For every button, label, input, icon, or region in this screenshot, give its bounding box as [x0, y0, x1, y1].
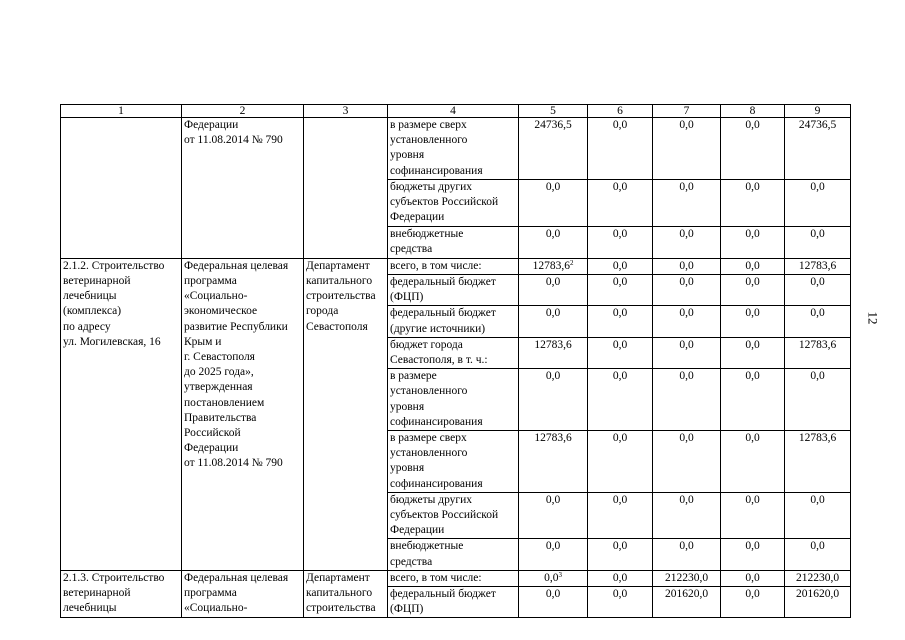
value: 12783,6 [798, 338, 837, 351]
executor-cell [304, 118, 388, 259]
value-cell-col6 [588, 258, 653, 274]
object-name-cell [61, 570, 182, 618]
value-cell-col5 [519, 369, 588, 431]
value: 0,0 [612, 276, 628, 289]
value: 0,0 [679, 370, 694, 383]
program-cell-line: программа [184, 587, 237, 600]
executor-cell-line: капитального [306, 587, 373, 600]
funding-source-cell-line: установленного [390, 385, 468, 398]
value-cell-col9 [785, 369, 851, 431]
value: 0,0 [612, 571, 628, 584]
value: 0,0 [745, 307, 760, 320]
column-header-7: 7 [653, 105, 721, 118]
value-cell-col6 [588, 306, 653, 337]
funding-source-cell-line: (ФЦП) [390, 603, 424, 616]
funding-source-cell [388, 179, 519, 226]
value-cell-col6 [588, 179, 653, 226]
executor-cell-line: города [306, 305, 339, 318]
value-cell-col9 [785, 179, 851, 226]
funding-source-cell-line: установленного [390, 447, 468, 460]
value: 24736,5 [798, 119, 837, 131]
table-row [61, 258, 851, 274]
funding-source-cell [388, 369, 519, 431]
value: 0,0 [679, 338, 694, 351]
value-cell-col6 [588, 369, 653, 431]
funding-source-cell-line: уровня [390, 400, 425, 413]
value: 0,0 [745, 276, 760, 289]
value: 0,0 [810, 370, 825, 383]
value-cell-col6 [588, 275, 653, 306]
value: 0,0 [745, 370, 760, 383]
table-row [61, 118, 851, 180]
program-cell-line: Федерации [184, 442, 239, 455]
value-cell-col5 [519, 118, 588, 180]
value: 0,0 [745, 588, 760, 601]
value-cell-col7 [653, 275, 721, 306]
value-cell-col6 [588, 118, 653, 180]
column-header-6: 6 [588, 105, 653, 118]
object-name-cell [61, 258, 182, 570]
program-cell [182, 118, 304, 259]
value-cell-col8 [721, 179, 785, 226]
value-cell-col9 [785, 492, 851, 539]
executor-cell [304, 258, 388, 570]
funding-source-cell-line: софинансирования [390, 164, 483, 177]
value: 12783,6 [534, 338, 572, 351]
value: 0,0 [745, 493, 760, 506]
value: 0,0 [545, 370, 561, 383]
value-cell-col7 [653, 306, 721, 337]
funding-source-cell [388, 226, 519, 258]
value-cell-col5 [519, 337, 588, 368]
page-number: 12 [865, 311, 881, 325]
column-header-1: 1 [61, 105, 182, 118]
program-cell-line: Российской [184, 427, 241, 440]
value: 0,0 [745, 227, 760, 240]
funding-source-cell [388, 118, 519, 180]
value-cell-col5 [519, 275, 588, 306]
funding-source-cell-line: Федерации [390, 524, 445, 537]
value-cell-col8 [721, 539, 785, 570]
funding-source-cell [388, 337, 519, 368]
value: 0,0 [745, 259, 760, 272]
funding-source-cell-line: всего, в том числе: [390, 571, 482, 584]
object-name-cell-line: лечебницы [63, 290, 117, 303]
value-cell-col5 [519, 587, 588, 618]
value-cell-col7 [653, 492, 721, 539]
footnote-mark: 2 [569, 258, 574, 267]
executor-cell [304, 570, 388, 618]
program-cell-line: программа [184, 275, 237, 288]
value: 12783,6 [532, 259, 570, 272]
value: 0,0 [745, 540, 760, 553]
value: 0,0 [745, 338, 760, 351]
value-cell-col5 [519, 539, 588, 570]
value: 0,0 [679, 119, 694, 131]
executor-cell-line: Севастополя [306, 320, 368, 333]
program-cell-line: Крым и [184, 335, 222, 348]
funding-source-cell-line: установленного [390, 134, 468, 147]
value: 0,0 [679, 432, 694, 445]
program-cell [182, 258, 304, 570]
program-cell-line: г. Севастополя [184, 351, 255, 364]
value: 0,0 [810, 227, 825, 240]
value: 212230,0 [664, 571, 709, 584]
value-cell-col7 [653, 587, 721, 618]
funding-source-cell-line: уровня [390, 149, 425, 162]
funding-source-cell [388, 539, 519, 570]
program-cell-line: Правительства [184, 411, 257, 424]
executor-cell-line: Департамент [306, 259, 370, 272]
funding-source-cell-line: бюджеты других [390, 180, 473, 193]
value-cell-col9 [785, 118, 851, 180]
funding-source-cell-line: федеральный бюджет [390, 307, 496, 320]
value: 0,0 [612, 432, 628, 445]
value: 0,0 [810, 540, 825, 553]
value: 0,0 [745, 180, 760, 193]
value: 0,0 [810, 276, 825, 289]
value-cell-col8 [721, 369, 785, 431]
funding-source-cell [388, 431, 519, 493]
program-cell-line: до 2025 года», [184, 366, 254, 379]
executor-cell-line: строительства [306, 290, 376, 303]
value-cell-col7 [653, 369, 721, 431]
funding-source-cell-line: в размере сверх [390, 432, 467, 445]
value-cell-col7 [653, 431, 721, 493]
value-cell-col8 [721, 306, 785, 337]
value-cell-col7 [653, 539, 721, 570]
funding-source-cell [388, 492, 519, 539]
footnote-mark: 3 [558, 570, 562, 579]
value-cell-col5 [519, 492, 588, 539]
header-row [61, 105, 851, 118]
value-cell-col9 [785, 431, 851, 493]
funding-source-cell-line: бюджеты других [390, 493, 473, 506]
value: 0,0 [679, 180, 694, 193]
object-name-cell-line: 2.1.3. Строительство [63, 571, 165, 584]
funding-source-cell-line: софинансирования [390, 415, 483, 428]
object-name-cell-line: по адресу [63, 320, 111, 333]
object-name-cell-line: лечебницы [63, 602, 117, 615]
value-cell-col8 [721, 587, 785, 618]
value-cell-col7 [653, 337, 721, 368]
value: 0,0 [612, 338, 628, 351]
value-cell-col6 [588, 492, 653, 539]
program-cell-line: экономическое [184, 305, 258, 318]
object-name-cell-line: 2.1.2. Строительство [63, 259, 165, 272]
value: 0,0 [545, 540, 561, 553]
value: 0,0 [745, 119, 760, 131]
program-cell-line: «Социально- [184, 290, 248, 303]
value: 0,0 [612, 227, 628, 240]
object-name-cell [61, 118, 182, 259]
value-cell-col5 [519, 306, 588, 337]
value-cell-col6 [588, 431, 653, 493]
value: 0,0 [810, 307, 825, 320]
executor-cell-line: капитального [306, 275, 373, 288]
funding-source-cell-line: субъектов Российской [390, 196, 499, 209]
program-cell-line: утвержденная [184, 381, 253, 394]
program-cell-line: Федеральная целевая [184, 571, 289, 584]
value-cell-col8 [721, 431, 785, 493]
funding-source-cell-line: (другие источники) [390, 322, 486, 335]
value-cell-col7 [653, 258, 721, 274]
funding-source-cell-line: субъектов Российской [390, 509, 499, 522]
value-cell-col5 [519, 431, 588, 493]
funding-source-cell [388, 306, 519, 337]
value-cell-col6 [588, 226, 653, 258]
value: 0,0 [810, 493, 825, 506]
value-cell-col9 [785, 337, 851, 368]
value: 0,0 [612, 493, 628, 506]
value-cell-col9 [785, 306, 851, 337]
funding-source-cell-line: в размере сверх [390, 119, 467, 131]
funding-source-cell-line: (ФЦП) [390, 291, 424, 304]
value: 0,0 [612, 307, 628, 320]
value: 0,0 [612, 370, 628, 383]
value: 0,0 [612, 259, 628, 272]
value-cell-col8 [721, 275, 785, 306]
table-row [61, 570, 851, 586]
funding-source-cell-line: софинансирования [390, 477, 483, 490]
funding-source-cell-line: Севастополя, в т. ч.: [390, 354, 488, 367]
program-cell-line: развитие Республики [184, 320, 288, 333]
value-cell-col9 [785, 275, 851, 306]
value: 0,0 [745, 432, 760, 445]
value-cell-col5 [519, 226, 588, 258]
funding-source-cell-line: федеральный бюджет [390, 276, 496, 289]
funding-source-cell-line: уровня [390, 462, 425, 475]
value: 12783,6 [798, 432, 837, 445]
value-cell-col7 [653, 179, 721, 226]
value-cell-col8 [721, 570, 785, 586]
funding-source-cell-line: средства [390, 243, 433, 256]
value: 0,0 [612, 180, 628, 193]
value: 0,0 [612, 119, 628, 131]
value-cell-col9 [785, 258, 851, 274]
object-name-cell-line: ул. Могилевская, 16 [63, 335, 161, 348]
funding-source-cell-line: в размере [390, 370, 437, 383]
program-cell-line: «Социально- [184, 602, 248, 615]
value: 0,0 [545, 588, 561, 601]
object-name-cell-line: (комплекса) [63, 305, 122, 318]
value: 0,0 [810, 180, 825, 193]
value: 0,0 [612, 588, 628, 601]
value: 0,0 [545, 493, 561, 506]
executor-cell-line: строительства [306, 602, 376, 615]
value-cell-col6 [588, 539, 653, 570]
executor-cell-line: Департамент [306, 571, 370, 584]
value: 201620,0 [664, 588, 709, 601]
value: 12783,6 [798, 259, 837, 272]
funding-source-cell [388, 587, 519, 618]
funding-source-cell [388, 275, 519, 306]
value-cell-col6 [588, 337, 653, 368]
value-cell-col9 [785, 539, 851, 570]
funding-source-cell-line: Федерации [390, 211, 445, 224]
value: 24736,5 [534, 119, 572, 131]
value: 0,0 [679, 276, 694, 289]
value: 0,0 [679, 493, 694, 506]
value-cell-col5 [519, 570, 588, 586]
value: 0,0 [545, 307, 561, 320]
value-cell-col8 [721, 337, 785, 368]
program-cell-line: Федеральная целевая [184, 259, 289, 272]
value: 0,0 [679, 540, 694, 553]
funding-source-cell-line: бюджет города [390, 338, 463, 351]
value: 0,0 [544, 571, 559, 584]
column-header-8: 8 [721, 105, 785, 118]
program-cell-line: Федерации [184, 119, 239, 131]
value-cell-col7 [653, 570, 721, 586]
value-cell-col8 [721, 492, 785, 539]
value: 0,0 [545, 180, 561, 193]
program-cell-line: от 11.08.2014 № 790 [184, 134, 283, 147]
value-cell-col8 [721, 258, 785, 274]
funding-source-cell-line: внебюджетные [390, 540, 464, 553]
funding-source-cell-line: средства [390, 555, 433, 568]
value: 201620,0 [795, 588, 840, 601]
value-cell-col9 [785, 570, 851, 586]
funding-source-cell [388, 258, 519, 274]
column-header-9: 9 [785, 105, 851, 118]
program-cell [182, 570, 304, 618]
funding-source-cell-line: внебюджетные [390, 227, 464, 240]
value-cell-col6 [588, 587, 653, 618]
value-cell-col8 [721, 226, 785, 258]
value-cell-col9 [785, 587, 851, 618]
column-header-5: 5 [519, 105, 588, 118]
value-cell-col5 [519, 258, 588, 274]
value: 0,0 [545, 227, 561, 240]
value: 0,0 [612, 540, 628, 553]
funding-source-cell-line: федеральный бюджет [390, 588, 496, 601]
object-name-cell-line: ветеринарной [63, 587, 131, 600]
value: 0,0 [745, 571, 760, 584]
program-cell-line: от 11.08.2014 № 790 [184, 457, 283, 470]
value: 212230,0 [795, 571, 840, 584]
column-header-3: 3 [304, 105, 388, 118]
column-header-4: 4 [388, 105, 519, 118]
funding-source-cell [388, 570, 519, 586]
value-cell-col7 [653, 118, 721, 180]
value: 0,0 [545, 276, 561, 289]
column-header-2: 2 [182, 105, 304, 118]
value-cell-col8 [721, 118, 785, 180]
value: 0,0 [679, 227, 694, 240]
budget-table [60, 104, 851, 618]
value: 0,0 [679, 307, 694, 320]
value: 0,0 [679, 259, 694, 272]
funding-source-cell-line: всего, в том числе: [390, 259, 482, 272]
object-name-cell-line: ветеринарной [63, 275, 131, 288]
value-cell-col9 [785, 226, 851, 258]
value-cell-col7 [653, 226, 721, 258]
value-cell-col5 [519, 179, 588, 226]
value: 12783,6 [534, 432, 572, 445]
program-cell-line: постановлением [184, 396, 265, 409]
value-cell-col6 [588, 570, 653, 586]
